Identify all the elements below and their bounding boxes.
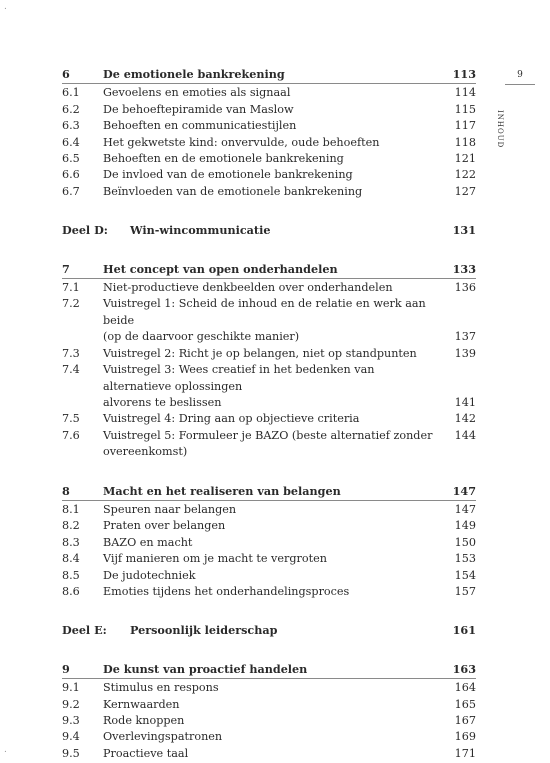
entry-title [103,713,476,729]
toc-entry [62,584,476,600]
section-gap [62,200,476,222]
page-number: 164 [454,681,476,695]
toc-entry [62,102,476,118]
entry-title-line: Vuistregel 5: Formuleer je BAZO (beste alternatief zonder overeenkomst) [103,428,433,459]
entry-number: 7.6 [62,428,80,442]
toc-entry [62,85,476,101]
entry-title-line: Gevoelens en emoties als signaal [103,86,291,100]
entry-title-line: Vijf manieren om je macht te vergroten [103,552,327,566]
entry-title-line: Niet-productieve denkbeelden over onderhandelen [103,281,393,295]
page-number: 141 [454,395,476,409]
toc-entry [62,428,476,461]
toc-entry [62,713,476,729]
entry-number: 8.6 [62,584,80,598]
entry-title [103,746,476,762]
entry-number: 8.4 [62,552,80,566]
toc-entry [62,135,476,151]
entry-title-line: (op de daarvoor geschikte manier) [103,330,300,344]
chapter-title: De kunst van proactief handelen [103,661,308,676]
toc-entry [62,551,476,567]
entry-title [103,118,476,134]
page-number: 136 [454,281,476,295]
entry-number: 8.2 [62,519,80,533]
page-number: 171 [454,746,476,760]
page-number: 161 [452,623,476,638]
entry-title [103,535,476,551]
toc-entry [62,518,476,534]
page-number: 115 [454,102,476,116]
page-number: 117 [454,119,476,133]
entry-number: 7.4 [62,363,80,377]
chapter-title: Het concept van open onderhandelen [103,261,338,276]
side-page-number: 9 [517,70,523,80]
side-section-label: INHOUD [496,110,504,149]
section-gap [62,639,476,661]
entry-title [103,551,476,567]
table-of-contents [62,66,476,762]
chapter-title: De emotionele bankrekening [103,67,285,81]
entry-number: 6.2 [62,102,80,116]
entry-number: 9.2 [62,697,80,711]
entry-number: 9.4 [62,730,80,744]
toc-entry [62,697,476,713]
part-title: Win-wincommunicatie [130,223,271,238]
entry-title [103,85,476,101]
chapter-heading [62,661,476,679]
page-number: 165 [454,697,476,711]
entry-title [103,151,476,167]
page-number: 167 [454,714,476,727]
page-number: 118 [454,135,476,149]
entry-title [103,502,476,518]
page-number: 154 [454,568,476,582]
entry-title-line: Rode knoppen [103,714,185,727]
page-number: 121 [454,152,476,166]
toc-entry [62,746,476,762]
entry-title-line: Vuistregel 3: Wees creatief in het bedenken van alternatieve oplossingen [103,363,375,393]
crop-mark: . [4,745,7,755]
entry-number: 9.1 [62,681,80,695]
entry-title [103,280,476,296]
part-number: Deel E: [62,623,107,638]
entry-number: 6.7 [62,184,80,198]
chapter-number: 8 [62,483,70,498]
entry-number: 7.3 [62,346,80,360]
page-number: 133 [452,261,476,276]
entry-number: 8.1 [62,502,80,516]
entry-number: 7.5 [62,412,80,426]
entry-number: 9.3 [62,714,80,727]
page-number: 157 [454,584,476,598]
entry-number: 9.5 [62,746,80,760]
crop-mark: . [4,2,7,12]
entry-title-line: Vuistregel 2: Richt je op belangen, niet op standpunten [103,346,417,360]
toc-entry [62,535,476,551]
entry-title-line: alvorens te beslissen [103,395,222,409]
page-number: 131 [452,223,476,238]
entry-title [103,167,476,183]
entry-title-line: Kernwaarden [103,697,180,711]
toc-entry [62,411,476,427]
part-heading [62,622,476,638]
page-number: 147 [452,483,476,498]
toc-entry [62,729,476,745]
entry-number: 7.2 [62,297,80,311]
toc-entry [62,362,476,411]
entry-number: 8.5 [62,568,80,582]
page-number: 144 [454,428,476,442]
entry-title-line: Emoties tijdens het onderhandelingsproces [103,584,350,598]
toc-entry [62,280,476,296]
entry-number: 6.4 [62,135,80,149]
part-title: Persoonlijk leiderschap [130,623,278,638]
section-gap [62,600,476,622]
chapter-number: 9 [62,661,70,676]
toc-entry [62,118,476,134]
part-heading [62,222,476,238]
entry-number: 8.3 [62,535,80,549]
page-number: 113 [452,67,476,81]
entry-title-line: Vuistregel 4: Dring aan op objectieve criteria [103,412,360,426]
entry-title [103,184,476,200]
entry-title [103,346,476,362]
entry-title-line: Speuren naar belangen [103,502,237,516]
chapter-heading [62,483,476,501]
entry-title-line: Behoeften en communicatiestijlen [103,119,297,133]
section-gap [62,461,476,483]
entry-title [103,584,476,600]
entry-title-line: Praten over belangen [103,519,226,533]
chapter-heading [62,66,476,84]
entry-title [103,568,476,584]
entry-title-line: Behoeften en de emotionele bankrekening [103,152,344,166]
page-number: 137 [454,330,476,344]
page-number: 149 [454,519,476,533]
toc-entry [62,568,476,584]
page-number: 127 [454,184,476,198]
toc-entry [62,346,476,362]
page-number: 122 [454,168,476,182]
entry-title-line: Het gekwetste kind: onvervulde, oude behoeften [103,135,380,149]
entry-number: 6.1 [62,86,80,100]
entry-title [103,518,476,534]
chapter-number: 6 [62,67,70,81]
part-number: Deel D: [62,223,108,238]
chapter-number: 7 [62,261,70,276]
entry-number: 6.5 [62,152,80,166]
chapter-title: Macht en het realiseren van belangen [103,483,341,498]
entry-title [103,296,476,345]
entry-title [103,428,476,461]
toc-entry [62,680,476,696]
toc-entry [62,184,476,200]
entry-title-line: Overlevingspatronen [103,730,223,744]
entry-title [103,411,476,427]
side-rule [505,84,535,85]
entry-title-line: De judotechniek [103,568,196,582]
entry-title [103,680,476,696]
entry-title-line: Vuistregel 1: Scheid de inhoud en de relatie en werk aan beide [103,297,426,327]
entry-title [103,697,476,713]
page-number: 169 [454,730,476,744]
page-number: 142 [454,412,476,426]
entry-title-line: Beïnvloeden van de emotionele bankrekening [103,184,363,198]
section-gap [62,239,476,261]
entry-title-line: De behoeftepiramide van Maslow [103,102,294,116]
entry-title [103,729,476,745]
toc-entry [62,167,476,183]
toc-entry [62,151,476,167]
entry-title [103,362,476,411]
entry-title [103,135,476,151]
page-number: 153 [454,552,476,566]
chapter-heading [62,261,476,279]
page-number: 139 [454,346,476,360]
page-number: 147 [454,502,476,516]
entry-title-line: Stimulus en respons [103,681,219,695]
page-number: 114 [454,86,476,100]
entry-title [103,102,476,118]
entry-title-line: BAZO en macht [103,535,193,549]
toc-entry [62,296,476,345]
toc-entry [62,502,476,518]
page-number: 163 [452,661,476,676]
entry-title-line: De invloed van de emotionele bankrekening [103,168,353,182]
entry-title-line: Proactieve taal [103,746,189,760]
page-number: 150 [454,535,476,549]
entry-number: 6.6 [62,168,80,182]
entry-number: 6.3 [62,119,80,133]
entry-number: 7.1 [62,281,80,295]
